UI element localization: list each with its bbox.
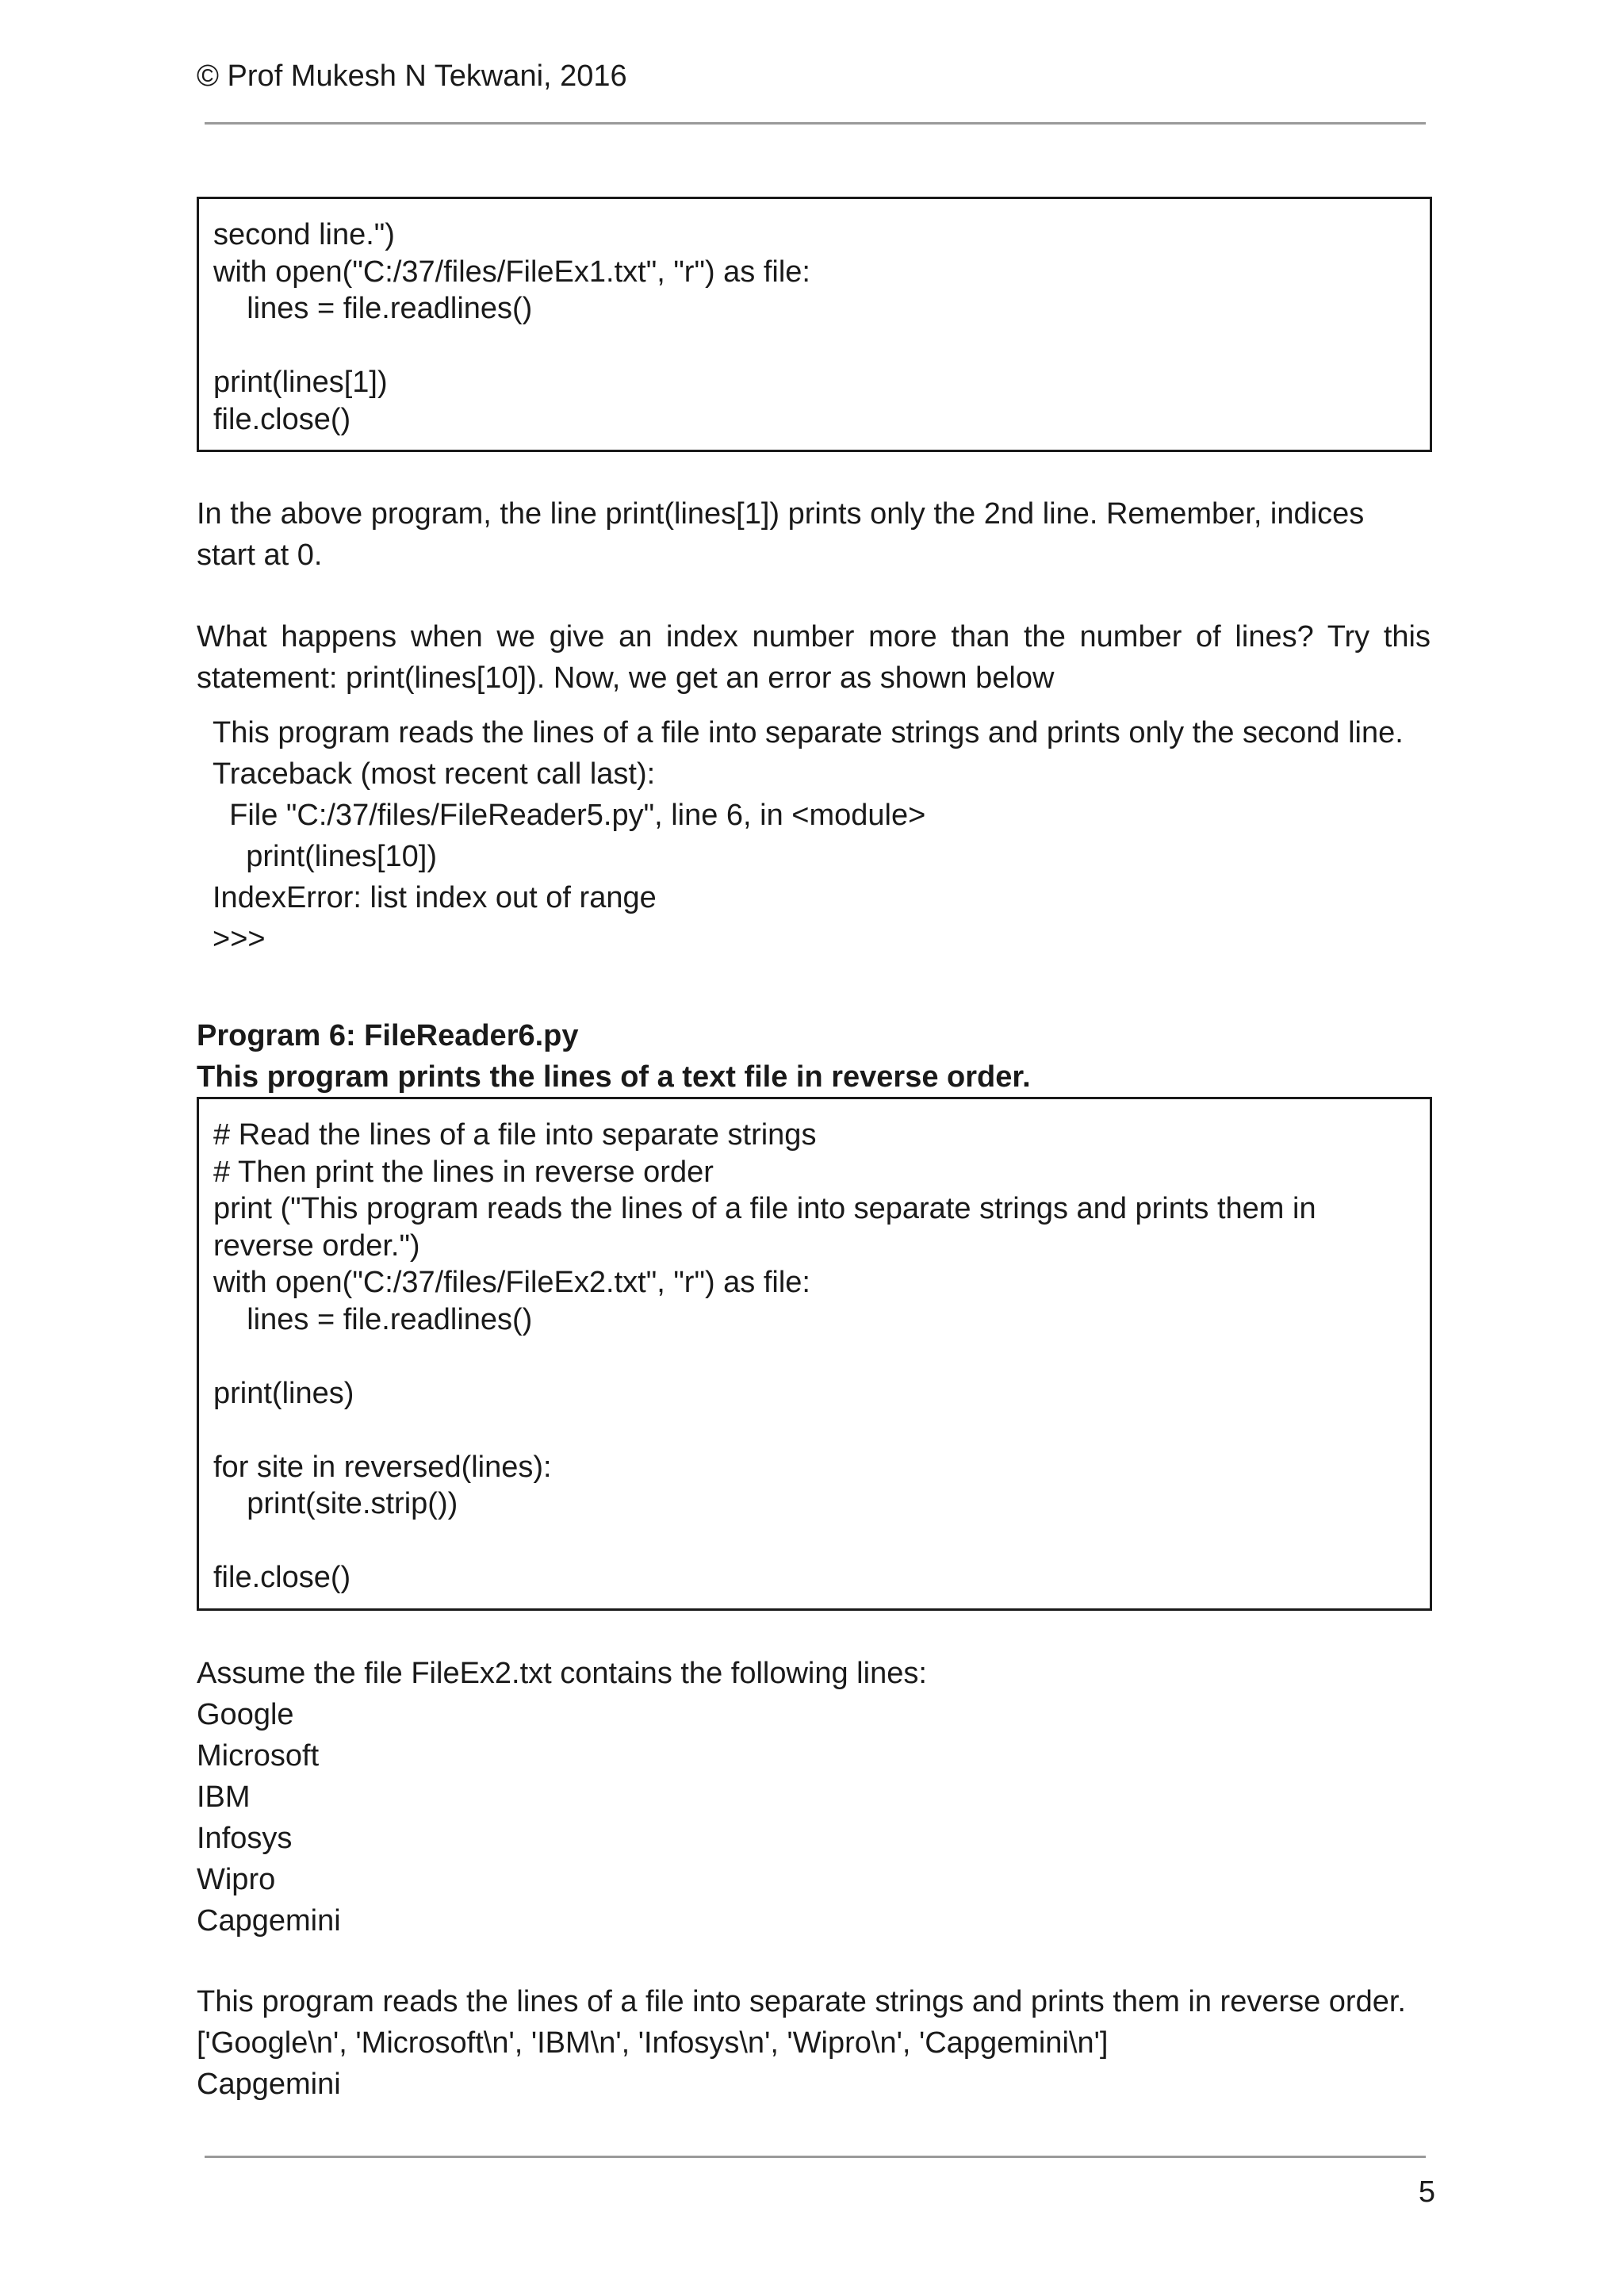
output-line: File "C:/37/files/FileReader5.py", line 6, in <module> [213,799,926,832]
program-description: This program prints the lines of a text file in reverse order. [197,1060,1031,1094]
code-line [213,1523,1415,1560]
paragraph-index-explanation: In the above program, the line print(lines[1]) prints only the 2nd line. Remember, indices start at 0. [197,497,1365,572]
file-contents-intro: Assume the file FileEx2.txt contains the following lines: [197,1657,927,1690]
code-line: print ("This program reads the lines of a file into separate strings and prints them in [213,1192,1316,1225]
footer-divider [205,2156,1426,2158]
output-line: Capgemini [197,2068,341,2101]
code-line: file.close() [213,402,351,436]
paragraph-index-error: What happens when we give an index number more than the number of lines? Try this statement: print(lines[10]). Now, we get an error as shown below [197,620,1431,695]
file-line: Infosys [197,1822,293,1855]
code-line: second line.") [213,218,395,251]
file-line: IBM [197,1780,251,1814]
code-line: lines = file.readlines() [213,292,533,325]
output-line: Traceback (most recent call last): [213,757,656,791]
error-output [213,712,1404,960]
code-line: lines = file.readlines() [213,1302,533,1336]
output-line: This program reads the lines of a file into separate strings and prints only the second line. [213,716,1404,749]
code-block-2 [197,1097,1432,1611]
code-line: print(site.strip()) [213,1487,458,1520]
code-line [213,1338,1415,1375]
file-line: Wipro [197,1863,276,1896]
code-line: with open("C:/37/files/FileEx2.txt", "r") as file: [213,1266,810,1299]
output-line: >>> [213,922,266,956]
header-copyright: © Prof Mukesh N Tekwani, 2016 [197,59,627,93]
output-line: ['Google\n', 'Microsoft\n', 'IBM\n', 'Infosys\n', 'Wipro\n', 'Capgemini\n'] [197,2026,1109,2060]
output-line: IndexError: list index out of range [213,881,657,914]
page-number: 5 [1418,2175,1435,2209]
code-line: reverse order.") [213,1228,420,1263]
output-line: This program reads the lines of a file into separate strings and prints them in reverse order. [197,1985,1406,2018]
file-line: Microsoft [197,1739,320,1773]
program-output [197,1981,1406,2105]
code-line: print(lines[1]) [213,366,388,399]
code-line: # Read the lines of a file into separate strings [213,1118,817,1152]
program-title: Program 6: FileReader6.py [197,1019,579,1052]
file-contents [197,1653,927,1941]
code-line: # Then print the lines in reverse order [213,1155,714,1189]
code-block-1 [197,197,1432,452]
output-line: print(lines[10]) [213,840,437,873]
code-line: with open("C:/37/files/FileEx1.txt", "r") as file: [213,255,810,289]
header-divider [205,122,1426,125]
code-line: print(lines) [213,1376,354,1410]
file-line: Google [197,1698,294,1731]
code-line [213,328,1415,365]
file-line: Capgemini [197,1904,341,1938]
code-line [213,1412,1415,1449]
code-line: file.close() [213,1561,351,1594]
code-line: for site in reversed(lines): [213,1450,552,1484]
